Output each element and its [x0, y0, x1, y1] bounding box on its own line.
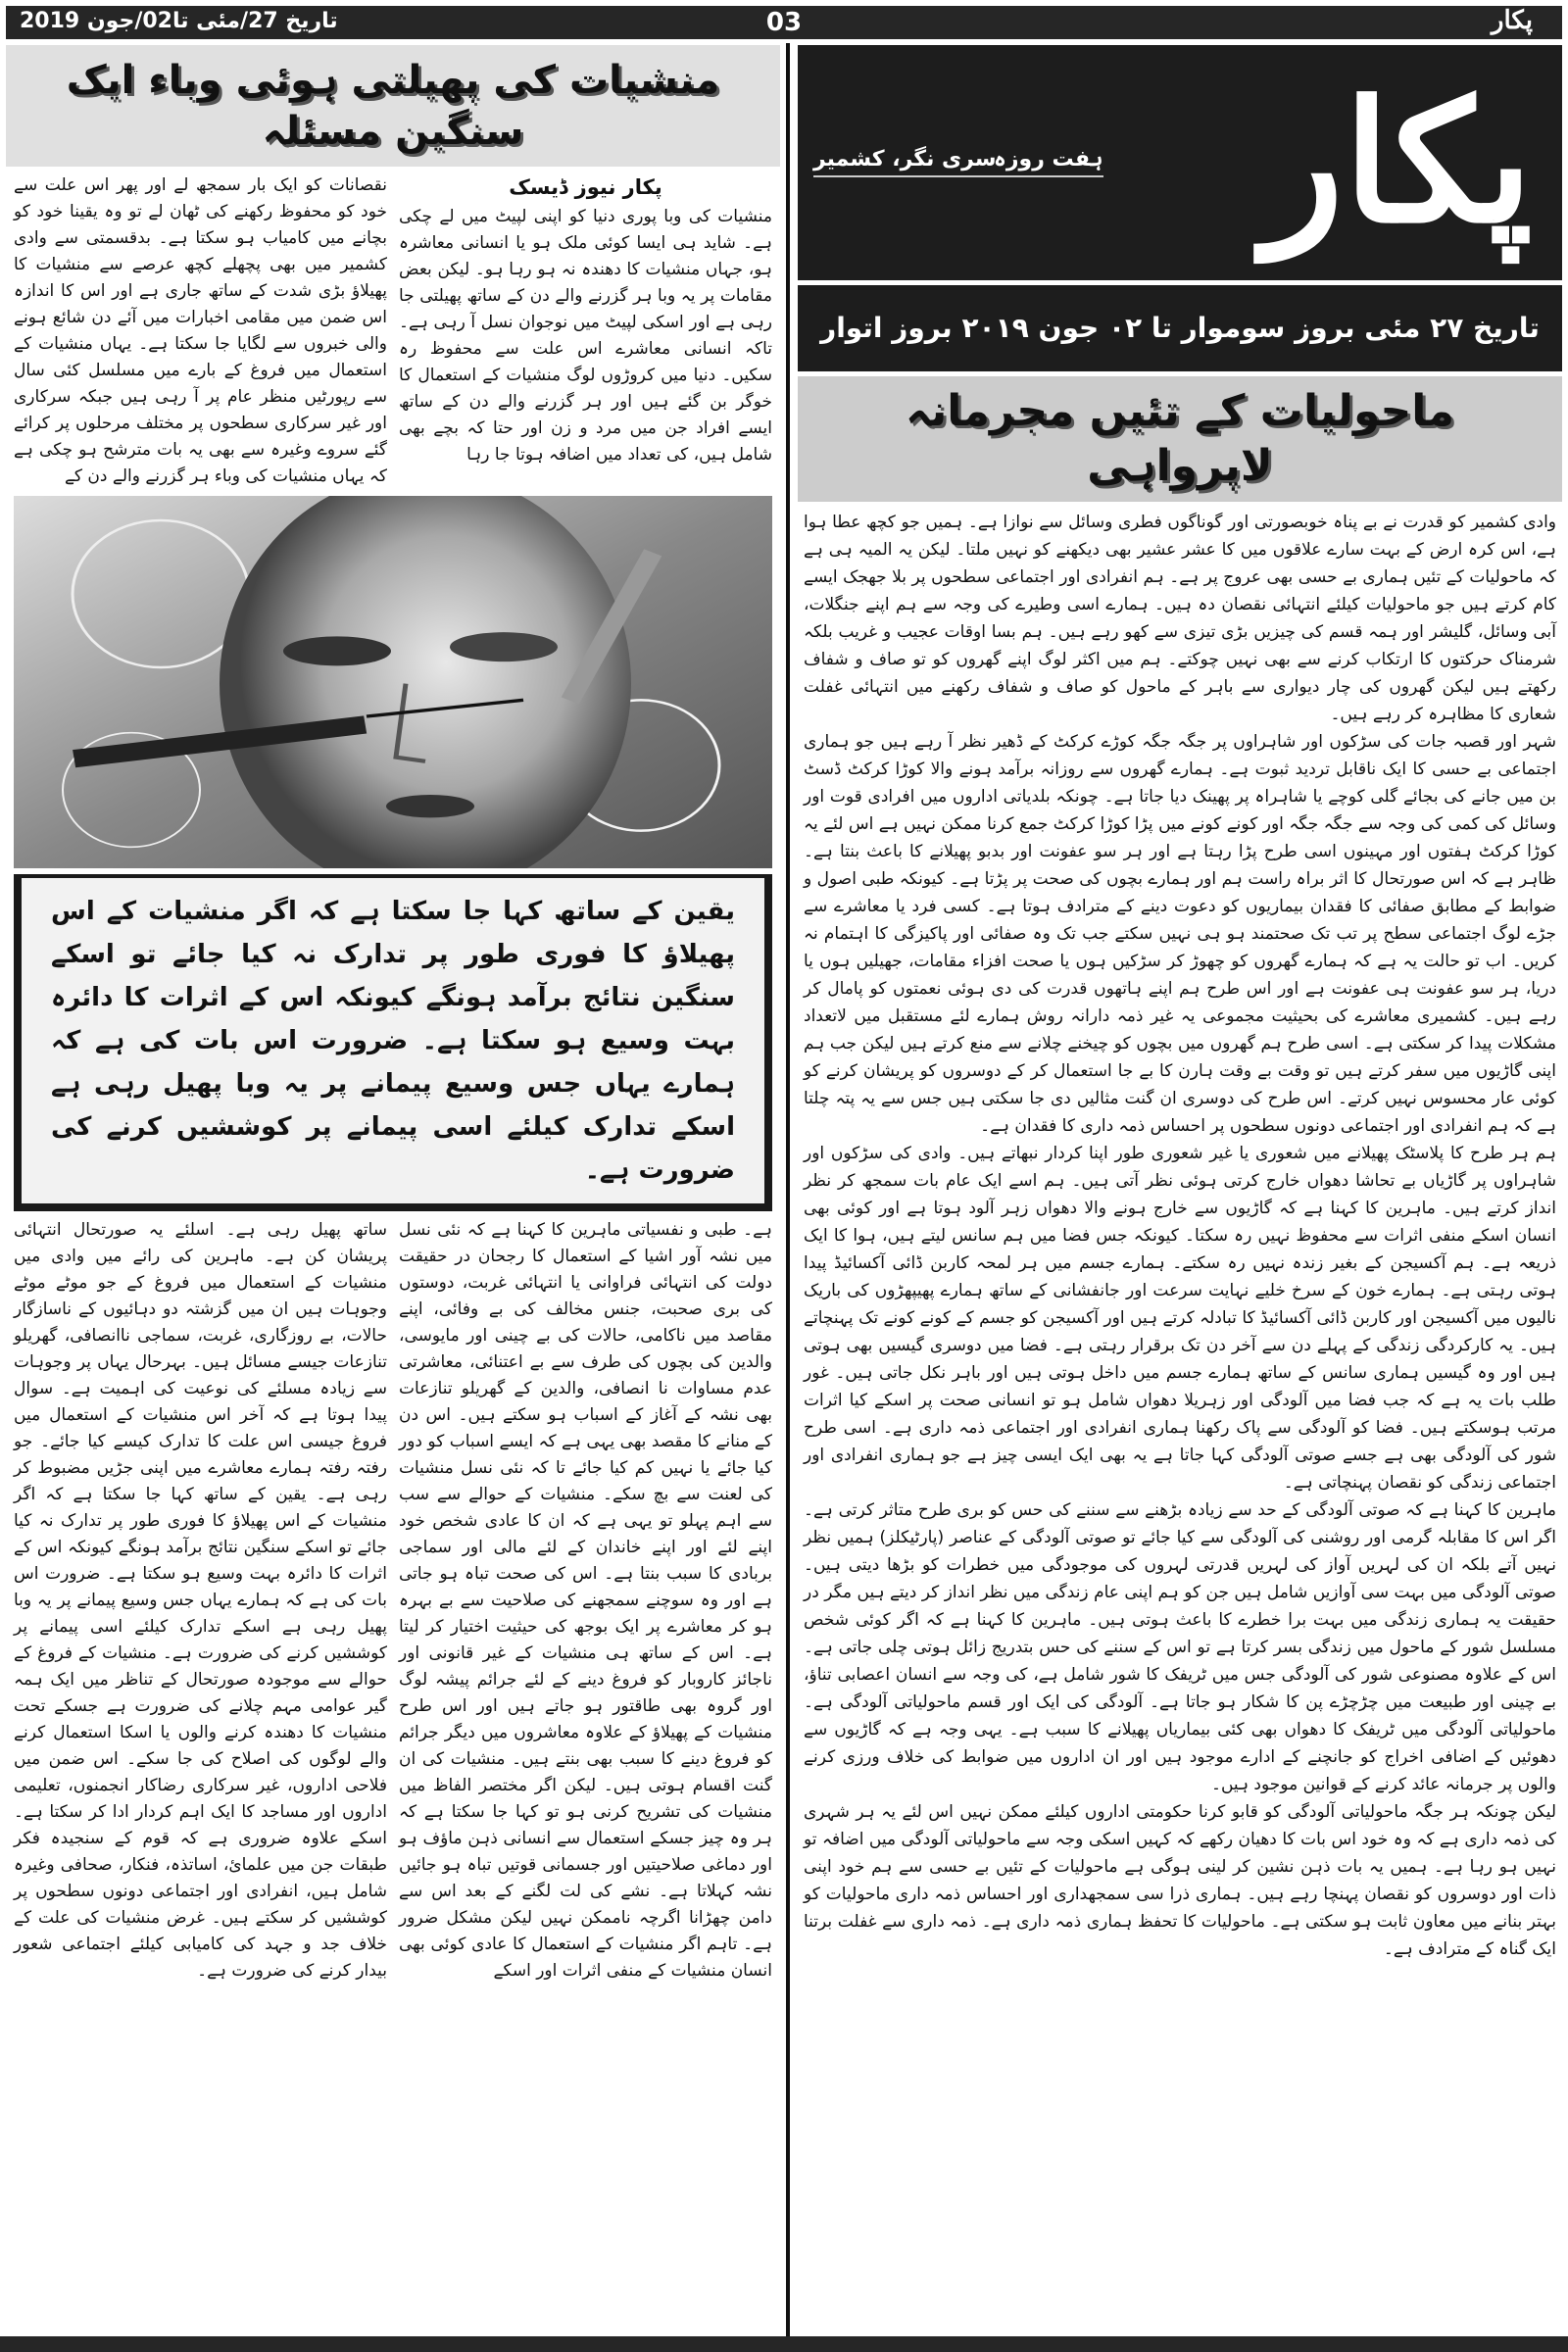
left-article-upper-columns	[6, 172, 780, 490]
paragraph: منشیات کی وبا پوری دنیا کو اپنی لپیٹ میں لے چکی ہے۔ شاید ہی ایسا کوئی ملک ہو یا انسانی معاشرہ ہو، جہاں منشیات کا دھندہ نہ ہو رہا ہو۔ لیکن بعض مقامات پر یہ وبا ہر گزرنے والے دن کے ساتھ پھیلتی جا رہی ہے اور اسکی لپیٹ میں نوجوان نسل آ رہی ہے۔ تاکہ انسانی معاشرے اس علت سے محفوظ رہ سکیں۔ دنیا میں کروڑوں لوگ منشیات کے استعمال کا خوگر بن گئے ہیں اور ہر گزرنے والے دن کے ساتھ ایسے افراد جن میں مرد و زن اور حتا کہ بچے بھی شامل ہیں، کی تعداد میں اضافہ ہوتا جا رہا	[399, 207, 772, 465]
paragraph: ہے۔ طبی و نفسیاتی ماہرین کا کہنا ہے کہ نئی نسل میں نشہ آور اشیا کے استعمال کا رجحان در حقیقت دولت کی انتہائی فراوانی یا انتہائی غربت، دوستوں کی بری صحبت، جنس مخالف کی بے وفائی، اپنے مقاصد میں ناکامی، حالات کی بے چینی اور مایوسی، والدین کی بچوں کی طرف سے بے اعتنائی، معاشرتی عدم مساوات نا انصافی، والدین کے گھریلو تنازعات بھی نشہ کے آغاز کے اسباب ہو سکتے ہیں۔ اس دن کے منانے کا مقصد بھی یہی ہے کہ ایسے اسباب کو دور کیا جائے یا نہیں کم کیا جائے تا کہ نئی نسل منشیات کی لعنت سے بچ سکے۔ منشیات کے حوالے سے سب سے اہم پہلو تو یہی ہے کہ ان کا عادی شخص خود اپنے لئے اور اپنے خاندان کے لئے مالی اور سماجی بربادی کا سبب بنتا ہے۔ اس کی صحت تباہ ہو جاتی ہے اور وہ سوچنے سمجھنے کی صلاحیت سے بے بہرہ ہو کر معاشرے پر ایک بوجھ کی حیثیت اختیار کر لیتا ہے۔ اس کے ساتھ ہی منشیات کے غیر قانونی اور ناجائز کاروبار کو فروغ دینے کے لئے جرائم پیشہ لوگ اور گروہ بھی طاقتور ہو جاتے ہیں اور اس طرح منشیات کے پھیلاؤ کے علاوہ معاشروں میں دیگر جرائم کو فروغ دینے کا سبب بھی بنتے ہیں۔ منشیات کی ان گنت اقسام ہوتی ہیں۔ لیکن اگر مختصر الفاظ میں منشیات کی تشریح کرنی ہو تو کہا جا سکتا ہے کہ ہر وہ چیز جسکے استعمال سے انسانی ذہن ماؤف ہو اور دماغی صلاحیتیں اور جسمانی قوتیں تباہ ہو جائیں نشہ کہلاتا ہے۔ نشے کی لت لگنے کے بعد اس سے دامن چھڑانا اگرچہ ناممکن نہیں لیکن مشکل ضرور ہے۔ تاہم اگر منشیات کے استعمال کا عادی کوئی بھی انسان منشیات کے منفی اثرات اور اسکے	[399, 1220, 772, 1981]
masthead	[798, 45, 1562, 280]
page-header-bar	[6, 6, 1562, 39]
left-article-column-1	[399, 172, 772, 490]
right-article-body	[798, 507, 1562, 1963]
paragraph: وادی کشمیر کو قدرت نے بے پناہ خوبصورتی اور گوناگوں فطری وسائل سے نوازا ہے۔ ہمیں جو کچھ عطا ہوا ہے، اس کرہ ارض کے بہت سارے علاقوں میں کا عشر عشیر بھی دیکھنے کو نہیں ملتا۔ لیکن یہ المیہ ہی ہے کہ ماحولیات کے تئیں ہماری بے حسی بھی عروج پر ہے۔ ہم انفرادی اور اجتماعی سطحوں پر بلا جھجک ایسے کام کرتے ہیں جو ماحولیات کیلئے انتہائی نقصان دہ ہیں۔ ہمارے اسی وطیرے کی وجہ سے ہم اپنے جنگلات، آبی وسائل، گلیشر اور ہمہ قسم کی چیزیں بڑی تیزی سے کھو رہے ہیں۔ ہم بسا اوقات عجیب و غریب بلکہ شرمناک حرکتوں کا ارتکاب کرنے سے بھی نہیں چوکتے۔ ہم میں اکثر لوگ اپنے گھروں کو تو صاف و شفاف رکھتے ہیں لیکن گھروں کی چار دیواری سے باہر کے ماحول کو صاف و شفاف رکھنے میں انتہائی غفلت شعاری کا مظاہرہ کر رہے ہیں۔	[804, 513, 1557, 724]
pull-quote-text: یقین کے ساتھ کہا جا سکتا ہے کہ اگر منشیات کے اس پھیلاؤ کا فوری طور پر تدارک نہ کیا جائے تو اسکے سنگین نتائج برآمد ہونگے کیونکہ اس کے اثرات کا دائرہ بہت وسیع ہو سکتا ہے۔ ضرورت اس بات کی ہے کہ ہمارے یہاں جس وسیع پیمانے پر یہ وبا پھیل رہی ہے اسکے تدارک کیلئے اسی پیمانے پر کوششیں کرنے کی ضرورت ہے۔	[51, 897, 735, 1185]
left-article-column-4	[14, 1217, 387, 1984]
newspaper-logo: پکار	[1262, 65, 1533, 261]
right-section	[798, 45, 1562, 1963]
paragraph: لیکن چونکہ ہر جگہ ماحولیاتی آلودگی کو قابو کرنا حکومتی اداروں کیلئے ممکن نہیں اس لئے یہ ہر شہری کی ذمہ داری ہے کہ وہ خود اس بات کا دھیان رکھے کہ کہیں اسکی وجہ سے ماحولیاتی آلودگی میں اضافہ تو نہیں ہو رہا ہے۔ ہمیں یہ بات ذہن نشین کر لینی ہوگی ہے ماحولیات کے تئیں بے حسی سے ہم خود اپنی ذات اور دوسروں کو نقصان پہنچا رہے ہیں۔ ہماری ذرا سی سمجھداری اور احساس ذمہ داری ماحولیات کو بہتر بنانے میں معاون ثابت ہو سکتی ہے۔ ماحولیات کا تحفظ ہماری ذمہ داری ہے۔ ذمہ داری سے غفلت برتنا ایک گناہ کے مترادف ہے۔	[804, 1802, 1556, 1959]
page-footer-bar	[0, 2336, 1568, 2352]
left-article	[6, 45, 780, 1984]
left-article-column-2	[14, 172, 387, 490]
paragraph: شہر اور قصبہ جات کی سڑکوں اور شاہراوں پر جگہ جگہ کوڑے کرکٹ کے ڈھیر نظر آ رہے ہیں جو ہماری اجتماعی بے حسی کا ایک ناقابل تردید ثبوت ہے۔ ہمارے گھروں سے روزانہ برآمد ہونے والا کوڑا کرکٹ ڈسٹ بن میں جانے کی بجائے گلی کوچے یا شاہراہ پر پھینک دیا جاتا ہے۔ چونکہ بلدیاتی اداروں میں افرادی قوت اور وسائل کی کمی کی وجہ سے جگہ جگہ اور کونے کونے میں پڑا کوڑا کرکٹ جمع کرنا ممکن نہیں ہے اس لئے یہ کوڑا کرکٹ ہفتوں اور مہینوں اسی طرح پڑا رہتا ہے اور ہر سو عفونت اور بدبو پھیلانے کا باعث بنتا ہے۔ ظاہر ہے کہ اس صورتحال کا اثر براہ راست ہم اور ہمارے بچوں کی صحت پر پڑتا ہے۔ کیونکہ طبی اصول و ضوابط کے مطابق صفائی کا فقدان بیماریوں کو دعوت دینے کے مترادف ہوتا ہے۔ کسی فرد یا معاشرے سے جڑے لوگ اجتماعی سطح پر تب تک صحتمند ہو ہی نہیں سکتے جب تک وہ صفائی اور پاکیزگی کا اہتمام نہ کریں۔ اب تو حالت یہ ہے کہ ہمارے گھروں کو چھوڑ کر سڑکیں ہوں یا صحت افزاء مقامات، جھیلیں ہوں یا دریا، ہر سو عفونت ہی عفونت ہے اور اس طرح ہم اپنے ہاتھوں قدرت کی دی ہوئی نعمتوں کو پامال کر رہے ہیں۔ کشمیری معاشرے کی بحیثیت مجموعی یہ غیر ذمہ دارانہ روش ہمارے لئے مستقبل میں لاتعداد مشکلات پیدا کر سکتی ہے۔ اسی طرح ہم گھروں میں بچوں کو چیخنے چلانے سے منع کرتے ہیں لیکن جب ہم اپنی گاڑیوں میں سفر کرتے ہیں تو وقت بے وقت ہارن کا بے جا استعمال کر کے دوسروں کو پریشان کرنے کو کوئی عار محسوس نہیں کرتے۔ اس طرح کی دوسری ان گنت مثالیں دی جا سکتی ہیں جس سے یہ پتہ چلتا ہے کہ ہم انفرادی اور اجتماعی دونوں سطحوں پر احساس ذمہ داری کا فقدان ہے۔	[804, 732, 1556, 1136]
paragraph: ہم ہر طرح کا پلاسٹک پھیلانے میں شعوری یا غیر شعوری طور اپنا کردار نبھاتے ہیں۔ وادی کی سڑکوں اور شاہراوں پر گاڑیاں بے تحاشا دھواں خارج کرتی ہوئی نظر آتی ہیں۔ ہم اسے ایک عام بات سمجھ کر نظر انداز کرتے ہیں۔ ماہرین کا کہنا ہے کہ گاڑیوں سے خارج ہونے والا دھواں زہر آلود ہوتا ہے اور کوئی بھی انسان اسکے منفی اثرات سے محفوظ نہیں رہ سکتا۔ کیونکہ جس فضا میں ہم سانس لیتے ہیں، ہوا کا ایک ذریعہ ہے۔ ہم آکسیجن کے بغیر زندہ نہیں رہ سکتے۔ ہمارے جسم میں ہر لمحہ کاربن ڈائی آکسائیڈ پیدا ہوتی رہتی ہے۔ ہمارے خون کے سرخ خلیے نہایت سرعت اور جانفشانی کے ساتھ ہمارے پھیپھڑوں کی باریک نالیوں میں آکسیجن اور کاربن ڈائی آکسائیڈ کا تبادلہ کرتے ہیں اور آکسیجن کو جسم کے کونے کونے تک پہنچاتے ہیں۔ یہ کارکردگی زندگی کے پہلے دن سے آخر دن تک برقرار رہتی ہے۔ فضا میں دوسری گیسیں بھی ہوتی ہیں اور وہ گیسیں ہماری سانس کے ساتھ ہمارے جسم میں داخل ہوتی ہیں اور باہر نکل جاتی ہیں۔ غور طلب بات یہ ہے کہ جب فضا میں آلودگی اور زہریلا دھواں شامل ہو تو انسانی صحت پر اسکے کیا اثرات مرتب ہوسکتے ہیں۔ فضا کو آلودگی سے پاک رکھنا ہماری انفرادی اور اجتماعی ذمہ داری ہے۔ اسی طرح شور کی آلودگی بھی ہے جسے صوتی آلودگی کہا جاتا ہے یہ بھی ایک ایسی چیز ہے جو ہماری انفرادی اور اجتماعی زندگی کو نقصان پہنچاتی ہے۔	[804, 1144, 1556, 1493]
paragraph: ساتھ پھیل رہی ہے۔ اسلئے یہ صورتحال انتہائی پریشان کن ہے۔ ماہرین کی رائے میں وادی میں منشیات کے استعمال میں فروغ کے جو موٹے موٹے وجوہات ہیں ان میں گزشتہ دو دہائیوں کے ناسازگار حالات، بے روزگاری، غربت، سماجی ناانصافی، گھریلو تنازعات جیسے مسائل ہیں۔ بہرحال یہاں پر وجوہات سے زیادہ مسلئے کی نوعیت کی اہمیت ہے۔ سوال پیدا ہوتا ہے کہ آخر اس منشیات کے استعمال میں فروغ جیسی اس علت کا تدارک کیسے کیا جائے۔ جو رفتہ رفتہ ہمارے معاشرے میں اپنی جڑیں مضبوط کر رہی ہے۔ یقین کے ساتھ کہا جا سکتا ہے کہ اگر منشیات کے اس پھیلاؤ کا فوری طور پر تدارک نہ کیا جائے تو اسکے سنگین نتائج برآمد ہونگے کیونکہ اس کے اثرات کا دائرہ بہت وسیع ہو سکتا ہے۔ ضرورت اس بات کی ہے کہ ہمارے یہاں جس وسیع پیمانے پر یہ وبا پھیل رہی ہے اسکے تدارک کیلئے اسی پیمانے پر کوششیں کرنے کی ضرورت ہے۔ منشیات کے فروغ کے حوالے سے موجودہ صورتحال کے تناظر میں ایک ہمہ گیر عوامی مہم چلانے کی ضرورت ہے جسکے تحت منشیات کا دھندہ کرنے والوں یا اسکا استعمال کرنے والے لوگوں کی اصلاح کی جا سکے۔ اس ضمن میں فلاحی اداروں، غیر سرکاری رضاکار انجمنوں، تعلیمی اداروں اور مساجد کا ایک اہم کردار ادا کر سکتا ہے۔ اسکے علاوہ ضروری ہے کہ قوم کے سنجیدہ فکر طبقات جن میں علمائ، اساتذہ، فنکار، صحافی وغیرہ شامل ہیں، انفرادی اور اجتماعی دونوں سطحوں پر کوششیں کر سکتے ہیں۔ غرض منشیات کی علت کے خلاف جد و جہد کی کامیابی کیلئے اجتماعی شعور بیدار کرنے کی ضرورت ہے۔	[14, 1220, 387, 1981]
city-label: سری نگر، کشمیر	[813, 147, 997, 177]
left-article-column-3	[399, 1217, 772, 1984]
column-divider	[786, 43, 790, 2336]
weekly-label: ہفت روزہ	[994, 147, 1103, 177]
pull-quote	[14, 874, 772, 1211]
mini-logo: پکار	[1491, 6, 1533, 35]
paragraph: ماہرین کا کہنا ہے کہ صوتی آلودگی کے حد سے زیادہ بڑھنے سے سننے کی حس کو بری طرح متاثر کرتی ہے۔ اگر اس کا مقابلہ گرمی اور روشنی کی آلودگی سے کیا جائے تو صوتی آلودگی کے عناصر (پارٹیکلز) ہمیں نظر نہیں آتے بلکہ ان کی لہریں آواز کی لہریں قدرتی لہروں کی موجودگی میں خطرات کو بڑھا دیتی ہیں۔ صوتی آلودگی میں بہت سی آوازیں شامل ہیں جن کو ہم اپنی عام زندگی میں نظر انداز کر دیتے ہیں مگر در حقیقت یہ ہماری زندگی میں بہت برا خطرے کا باعث ہوتی ہیں۔ ماہرین کا کہنا ہے کہ اگر کوئی شخص مسلسل شور کے ماحول میں زندگی بسر کرتا ہے تو اس کے سننے کی حس بتدریج زائل ہوتی چلی جاتی ہے۔ اس کے علاوہ مصنوعی شور کی آلودگی جس میں ٹریفک کا شور شامل ہے، کی وجہ سے انسان اعصابی تناؤ، بے چینی اور طبیعت میں چڑچڑے پن کا شکار ہو جاتا ہے۔ آلودگی کی ایک اور قسم ماحولیاتی آلودگی ہے۔ ماحولیاتی آلودگی میں ٹریفک کا دھواں بھی کئی بیماریاں پھیلانے کا سبب ہے۔ یہی وجہ ہے کہ گاڑیوں سے دھوئیں کے اضافی اخراج کو جانچنے کے ادارے موجود ہیں اور ان اداروں میں ضوابط کی خلاف ورزی کرنے والوں پر جرمانہ عائد کرنے کے قوانین موجود ہیں۔	[804, 1500, 1556, 1794]
left-article-headline: منشیات کی پھیلتی ہوئی وباء ایک سنگین مسئلہ	[6, 45, 780, 167]
byline: پکار نیوز ڈیسک	[509, 175, 662, 199]
paragraph: نقصانات کو ایک بار سمجھ لے اور پھر اس علت سے خود کو محفوظ رکھنے کی ٹھان لے تو وہ یقینا خود کو بچانے میں کامیاب ہو سکتا ہے۔ بدقسمتی سے وادی کشمیر میں بھی پچھلے کچھ عرصے سے منشیات کا پھیلاؤ بڑی شدت کے ساتھ جاری ہے اور اس کا اندازہ اس ضمن میں مقامی اخبارات میں آئے دن شائع ہونے والی خبروں سے لگایا جا سکتا ہے۔ یہاں منشیات کے استعمال میں فروغ کے بارے میں مسلسل کئی سال سے رپورٹیں منظر عام پر آ رہی ہیں جبکہ سرکاری اور غیر سرکاری سطحوں پر مختلف مرحلوں پر کرائے گئے سروے وغیرہ سے بھی یہ بات مترشح ہو چکی ہے کہ یہاں منشیات کی وباء ہر گزرنے والے دن کے	[14, 175, 387, 486]
right-article-headline: ماحولیات کے تئیں مجرمانہ لاپرواہی	[798, 376, 1562, 502]
issue-date: تاریخ 27/مئی تا02/جون 2019	[20, 9, 338, 33]
left-article-lower-columns	[6, 1217, 780, 1984]
article-photo	[14, 496, 772, 868]
drug-collage-image	[14, 496, 772, 868]
page-number: 03	[765, 8, 803, 37]
masthead-date-line: تاریخ ۲۷ مئی بروز سوموار تا ۰۲ جون ۲۰۱۹ بروز اتوار	[798, 285, 1562, 371]
